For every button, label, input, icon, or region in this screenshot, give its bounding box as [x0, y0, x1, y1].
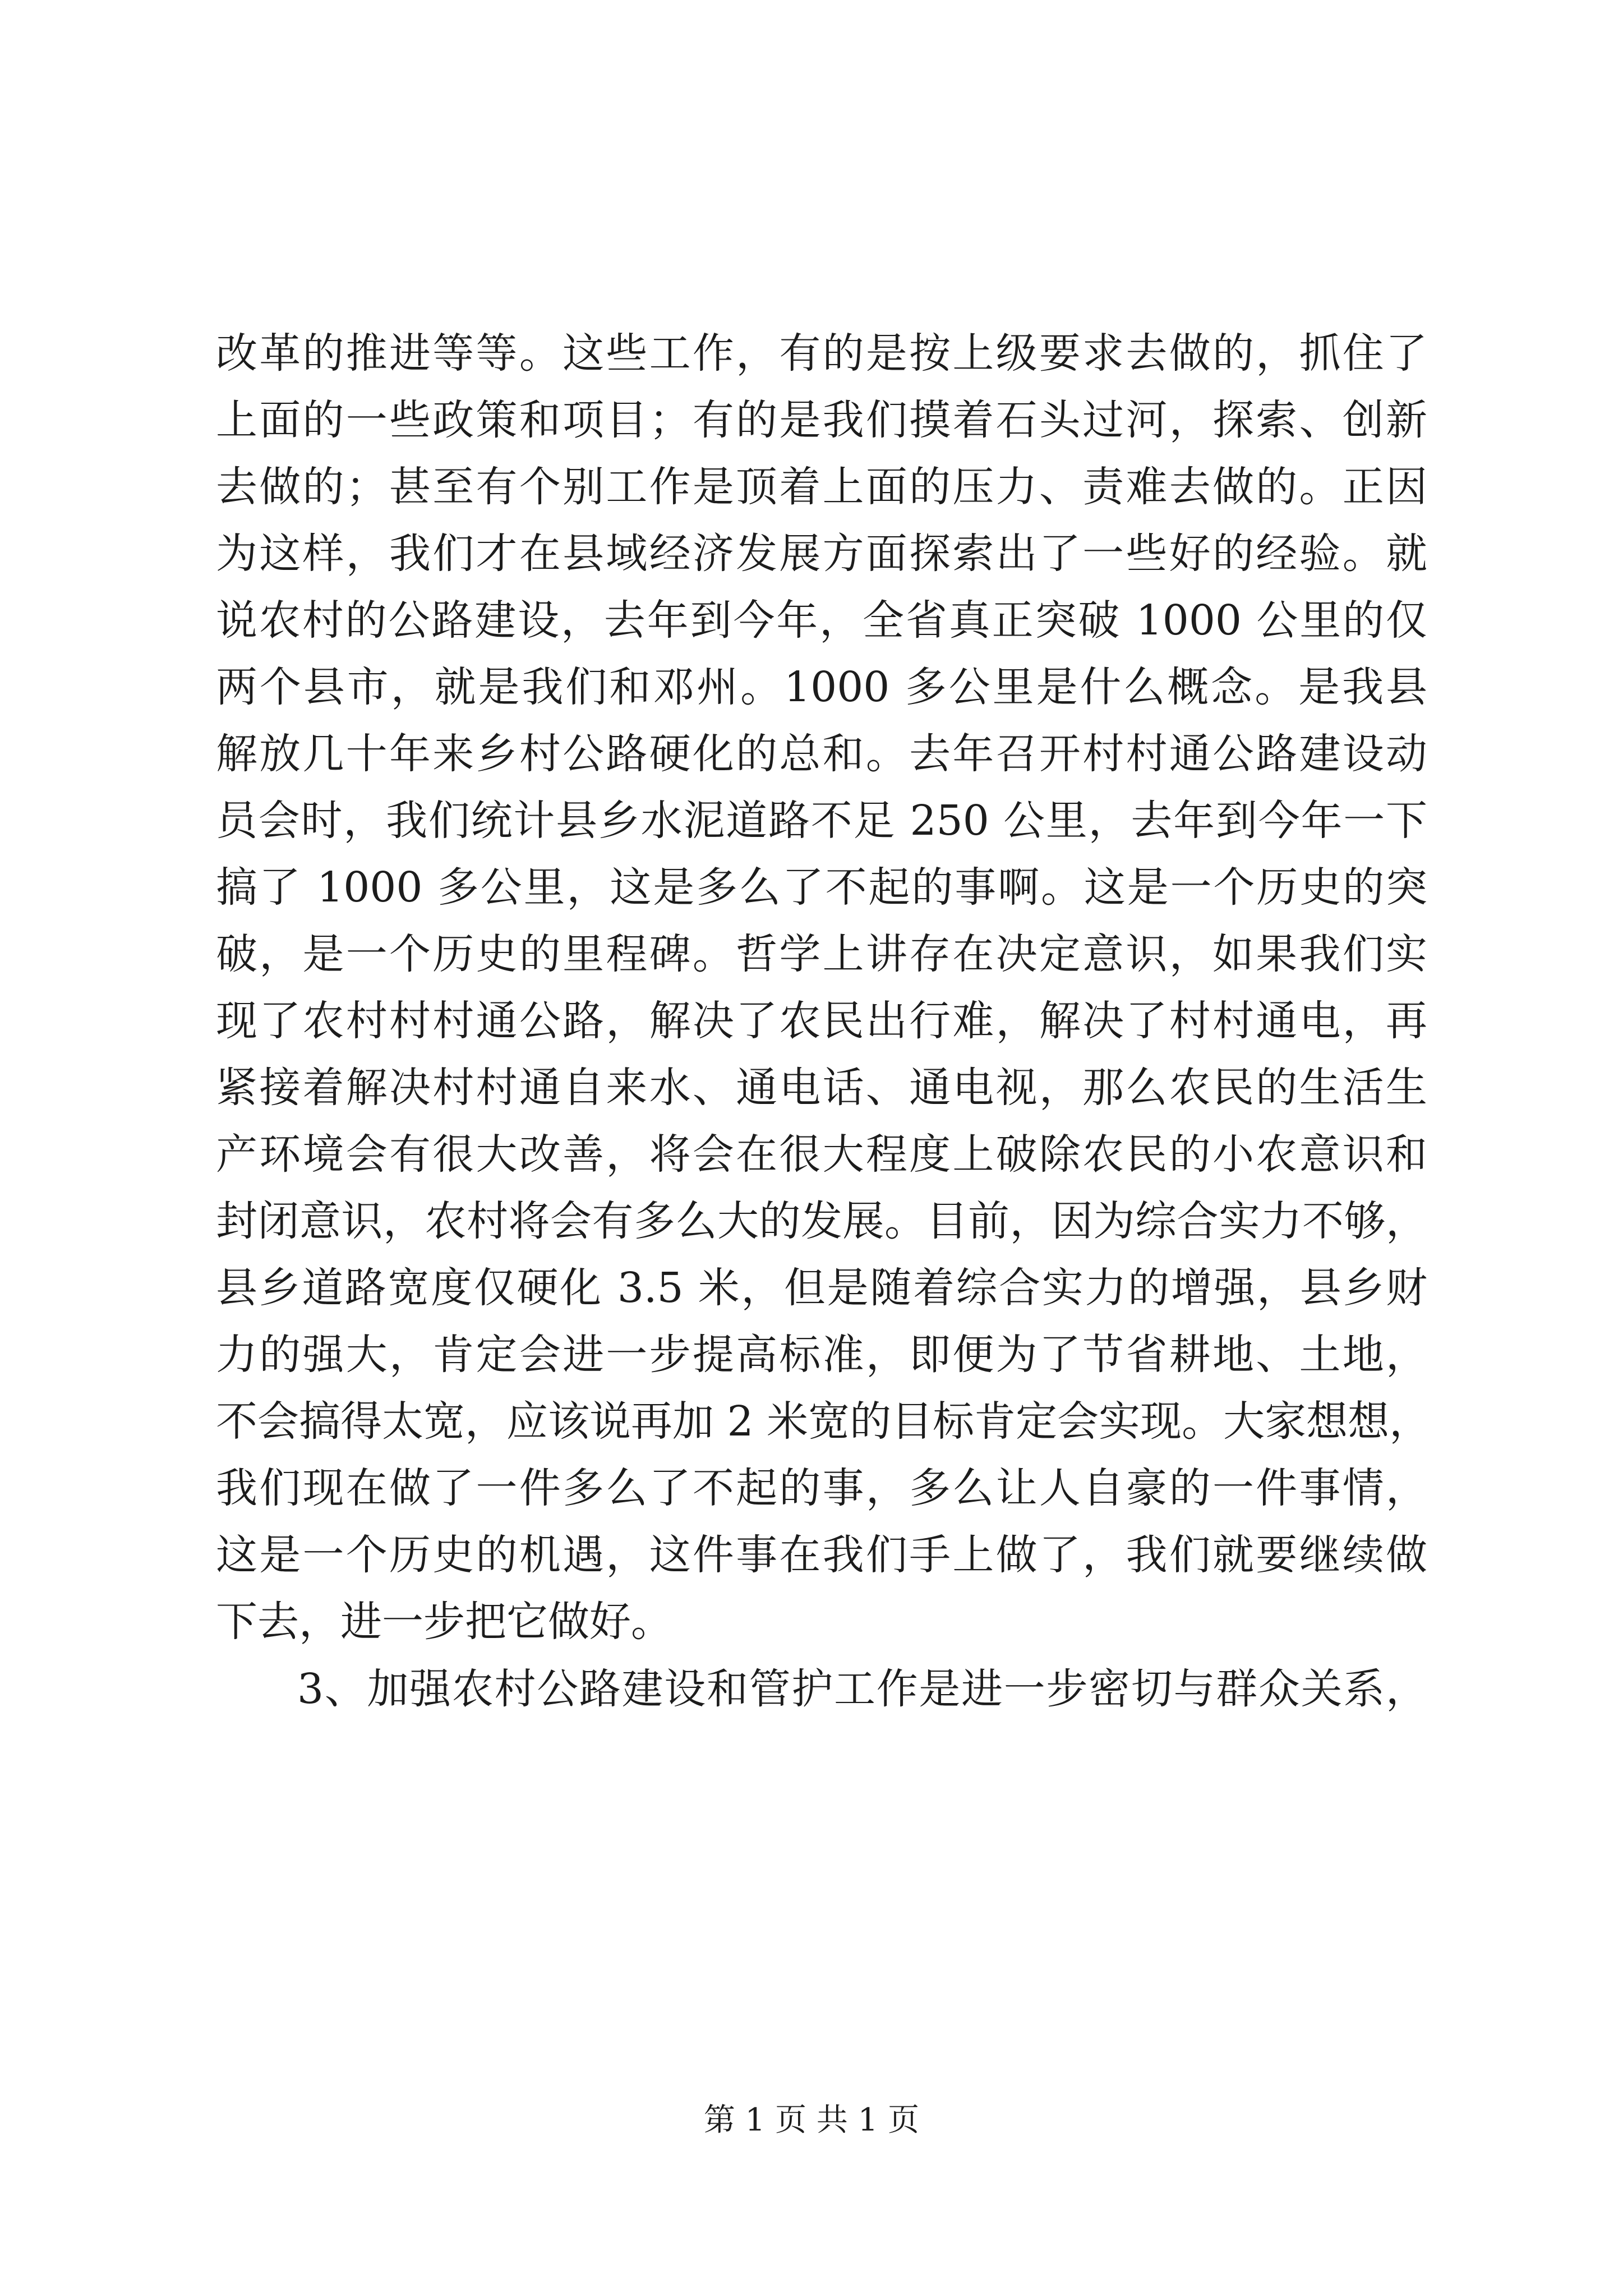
text-line: 员会时，我们统计县乡水泥道路不足 250 公里，去年到今年一下 — [216, 797, 1427, 845]
text-line: 封闭意识，农村将会有多么大的发展。目前，因为综合实力不够， — [216, 1197, 1427, 1245]
text-line: 说农村的公路建设，去年到今年，全省真正突破 1000 公里的仅 — [216, 596, 1427, 645]
text-line: 为这样，我们才在县域经济发展方面探索出了一些好的经验。就 — [216, 530, 1427, 578]
text-line: 去做的；甚至有个别工作是顶着上面的压力、责难去做的。正因 — [216, 463, 1427, 511]
text-line: 3、加强农村公路建设和管护工作是进一步密切与群众关系， — [297, 1665, 1427, 1713]
text-line: 搞了 1000 多公里，这是多么了不起的事啊。这是一个历史的突 — [216, 863, 1427, 912]
text-line: 县乡道路宽度仅硬化 3.5 米，但是随着综合实力的增强，县乡财 — [216, 1264, 1427, 1312]
text-line: 紧接着解决村村通自来水、通电话、通电视，那么农民的生活生 — [216, 1064, 1427, 1112]
text-line: 现了农村村村通公路，解决了农民出行难，解决了村村通电，再 — [216, 997, 1427, 1045]
text-line: 不会搞得太宽，应该说再加 2 米宽的目标肯定会实现。大家想想， — [216, 1397, 1431, 1446]
page-number: 第 1 页 共 1 页 — [703, 2102, 920, 2138]
text-line: 产环境会有很大改善，将会在很大程度上破除农民的小农意识和 — [216, 1130, 1427, 1179]
text-line: 改革的推进等等。这些工作，有的是按上级要求去做的，抓住了 — [216, 329, 1427, 378]
text-line: 力的强大，肯定会进一步提高标准，即便为了节省耕地、土地， — [216, 1331, 1427, 1379]
text-line: 上面的一些政策和项目；有的是我们摸着石头过河，探索、创新 — [216, 396, 1427, 444]
text-line: 两个县市，就是我们和邓州。1000 多公里是什么概念。是我县 — [216, 663, 1427, 711]
text-line: 这是一个历史的机遇，这件事在我们手上做了，我们就要继续做 — [216, 1531, 1427, 1579]
text-line: 破，是一个历史的里程碑。哲学上讲存在决定意识，如果我们实 — [216, 930, 1427, 978]
text-line: 下去，进一步把它做好。 — [216, 1598, 672, 1646]
text-line: 我们现在做了一件多么了不起的事，多么让人自豪的一件事情， — [216, 1464, 1427, 1512]
text-line: 解放几十年来乡村公路硬化的总和。去年召开村村通公路建设动 — [216, 730, 1427, 778]
